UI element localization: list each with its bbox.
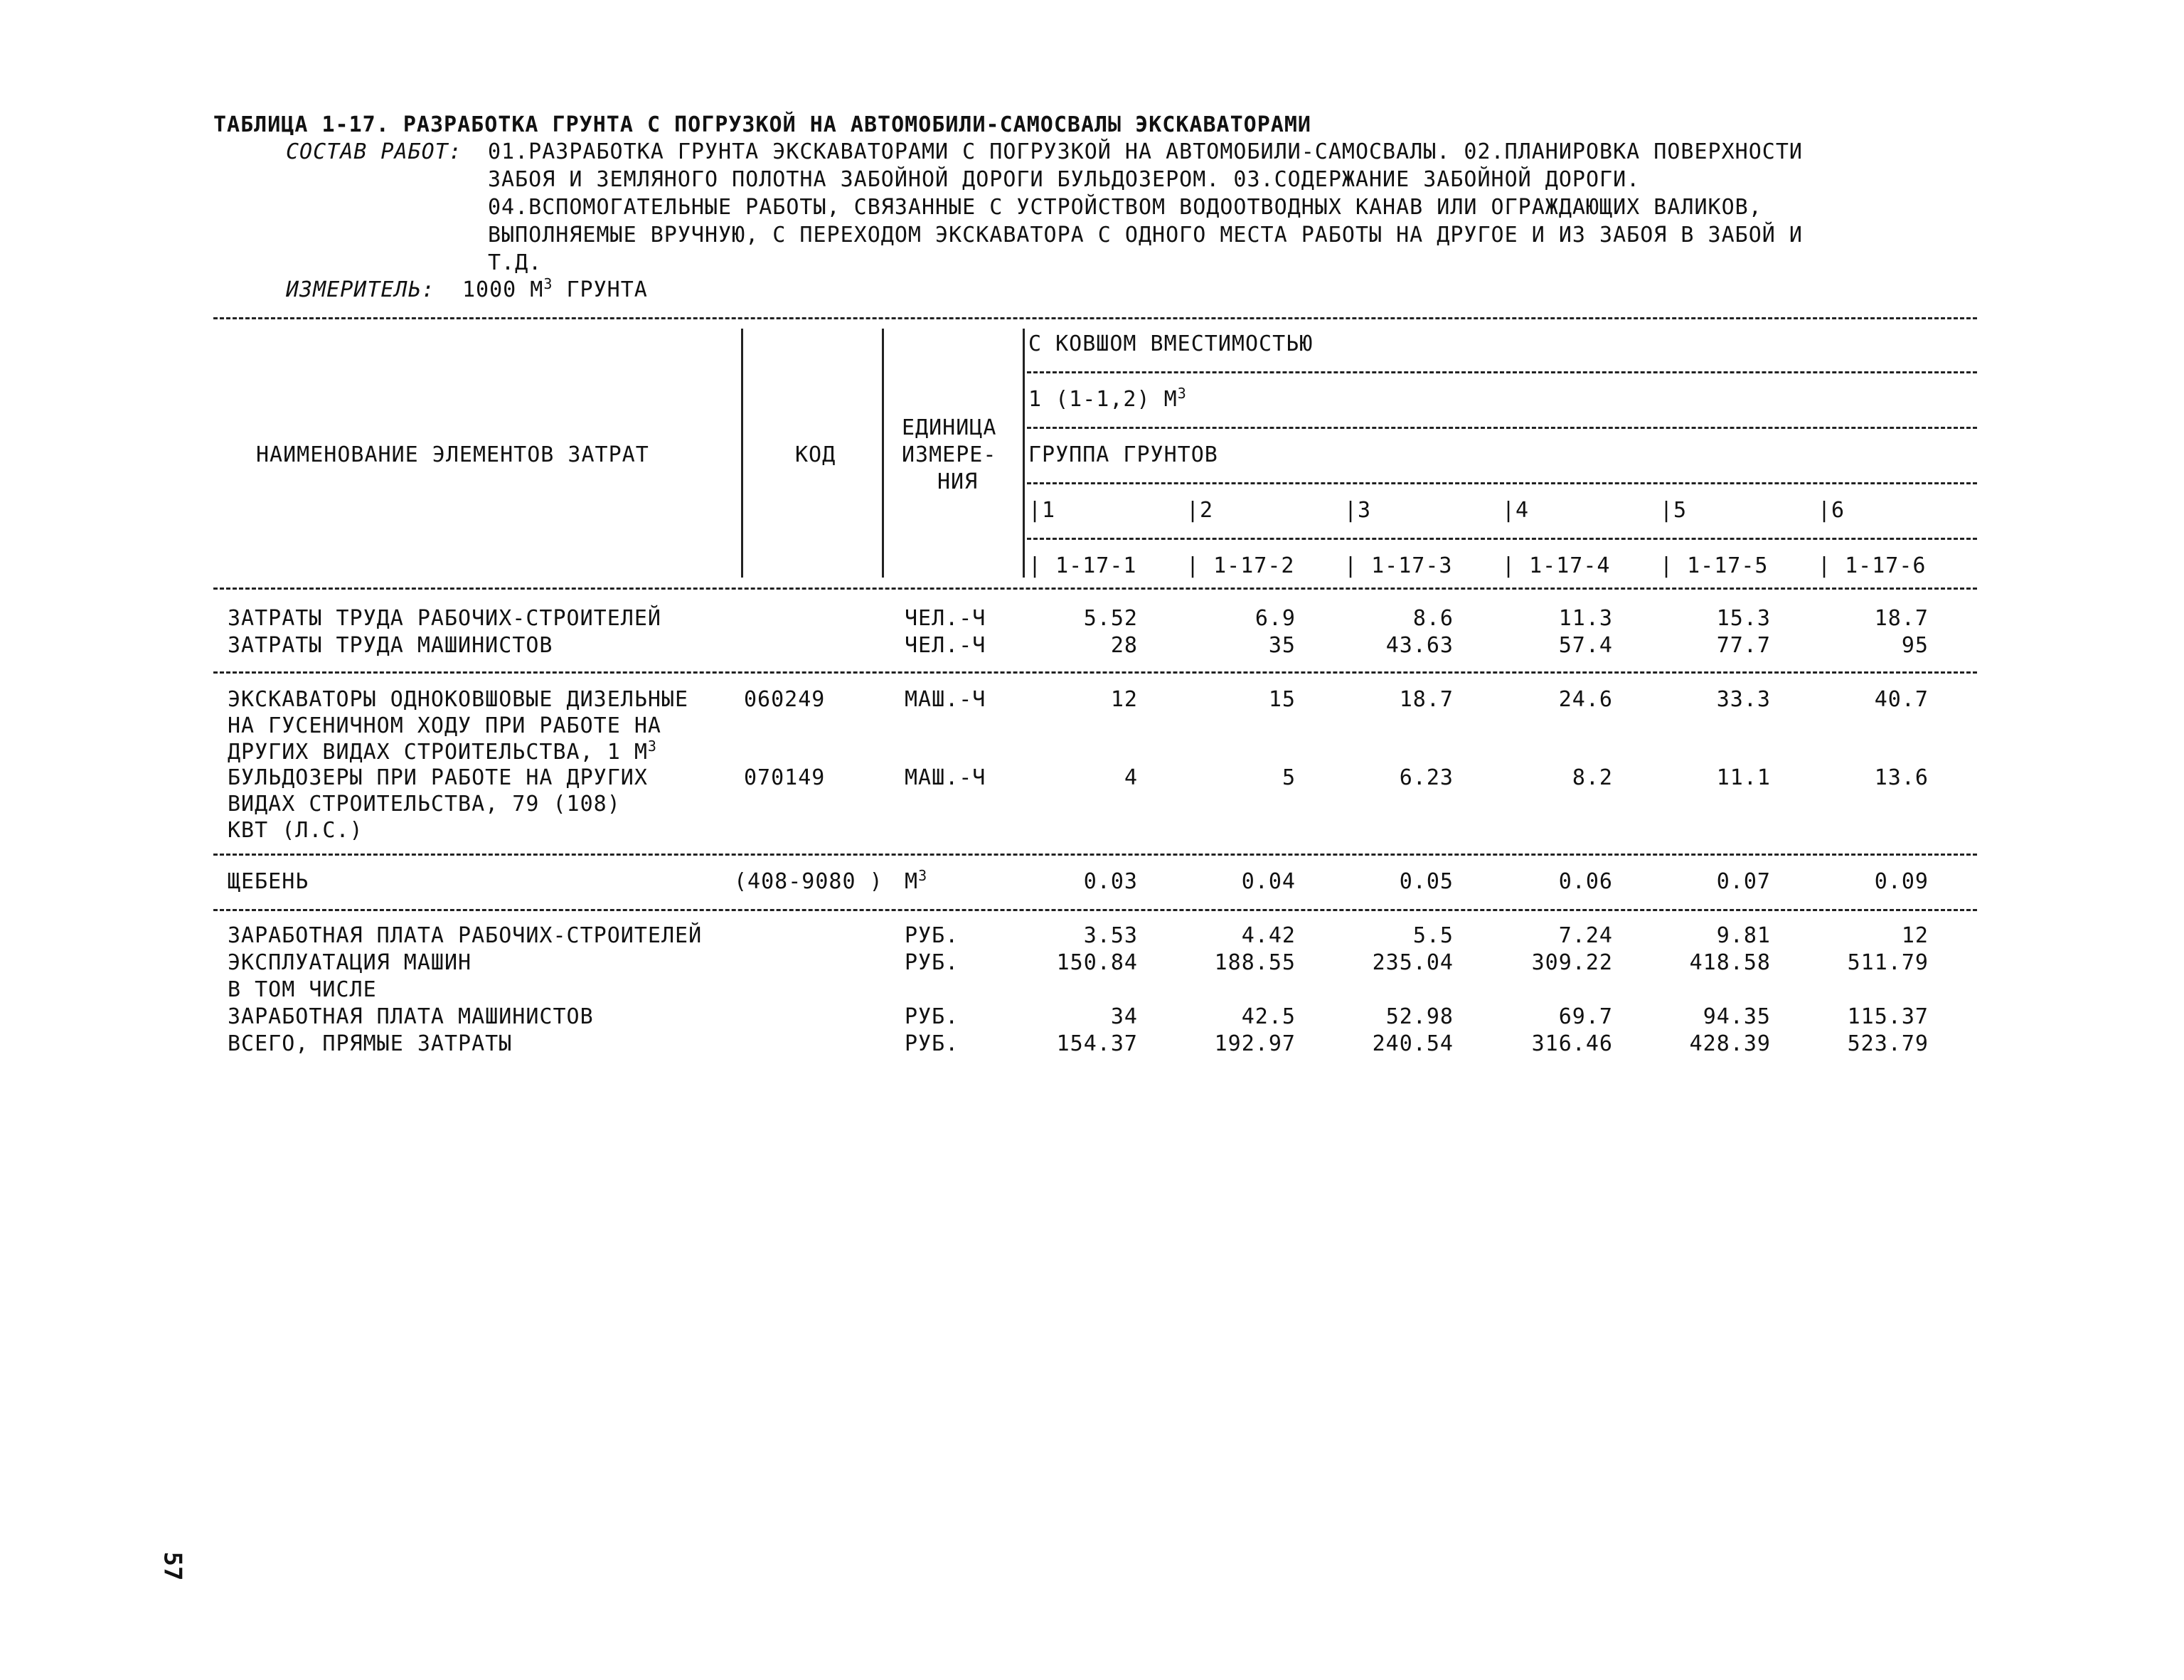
cost-line-value: 42.5	[1241, 1004, 1296, 1029]
cost-line-name: ЗАРАБОТНАЯ ПЛАТА МАШИНИСТОВ	[228, 1004, 594, 1029]
cost-line-unit: РУБ.	[905, 1031, 959, 1056]
cost-line-value: 9.81	[1716, 923, 1771, 948]
machine-value: 40.7	[1874, 687, 1929, 712]
cost-line-value: 309.22	[1531, 950, 1613, 975]
cost-line-value: 188.55	[1214, 950, 1296, 975]
soil-group-number: |2	[1186, 498, 1214, 523]
cost-line-value: 34	[1110, 1004, 1138, 1029]
material-value: 0.06	[1558, 869, 1613, 894]
page-number: 57	[158, 1551, 187, 1581]
machine-value: 18.7	[1399, 687, 1454, 712]
machine-code: 070149	[744, 765, 826, 790]
cost-line-unit: РУБ.	[905, 950, 959, 975]
cost-line-value: 150.84	[1056, 950, 1138, 975]
machine-value: 5	[1282, 765, 1296, 790]
soil-group-number: |3	[1344, 498, 1372, 523]
unit-header-line-1: ЕДИНИЦА	[902, 415, 997, 440]
table-title: ТАБЛИЦА 1-17. РАЗРАБОТКА ГРУНТА С ПОГРУЗКОЙ НА АВТОМОБИЛИ-САМОСВАЛЫ ЭКСКАВАТОРАМИ	[213, 112, 1311, 137]
soil-group-number: |6	[1818, 498, 1845, 523]
cost-line-value: 428.39	[1689, 1031, 1771, 1056]
rule-header-bottom	[213, 588, 1977, 590]
material-value: 0.03	[1083, 869, 1138, 894]
cost-line-value: 235.04	[1372, 950, 1454, 975]
material-unit: $М^3$	[905, 867, 928, 894]
cost-value: 8.6	[1412, 606, 1454, 631]
cost-value: 5.52	[1083, 606, 1138, 631]
machine-name-line: ЭКСКАВАТОРЫ ОДНОКОВШОВЫЕ ДИЗЕЛЬНЫЕ	[228, 687, 689, 712]
sostav-line-3: 04.ВСПОМОГАТЕЛЬНЫЕ РАБОТЫ, СВЯЗАННЫЕ С УСТРОЙСТВОМ ВОДООТВОДНЫХ КАНАВ ИЛИ ОГРАЖДАЮЩИХ ВАЛИКОВ,	[488, 195, 1762, 220]
cost-value: 6.9	[1255, 606, 1296, 631]
cost-line-value: 418.58	[1689, 950, 1771, 975]
unit-header-line-2: ИЗМЕРЕ-	[902, 442, 997, 467]
rule-groups	[1027, 538, 1977, 540]
machine-value: 6.23	[1399, 765, 1454, 790]
cost-line-unit: РУБ.	[905, 1004, 959, 1029]
machine-unit: МАШ.-Ч	[905, 765, 986, 790]
norm-code: | 1-17-3	[1344, 553, 1453, 578]
rule-capacity	[1027, 427, 1977, 429]
name-column-header: НАИМЕНОВАНИЕ ЭЛЕМЕНТОВ ЗАТРАТ	[256, 442, 649, 467]
soil-group-number: |5	[1660, 498, 1688, 523]
machine-value: 24.6	[1558, 687, 1613, 712]
norm-code: | 1-17-4	[1502, 553, 1611, 578]
cost-item-unit: ЧЕЛ.-Ч	[905, 606, 986, 631]
machine-name-line: ДРУГИХ ВИДАХ СТРОИТЕЛЬСТВА, 1 $М^3$	[228, 738, 657, 765]
cost-item-name: ЗАТРАТЫ ТРУДА РАБОЧИХ-СТРОИТЕЛЕЙ	[228, 606, 661, 631]
material-name: ЩЕБЕНЬ	[228, 869, 309, 894]
cost-value: 28	[1110, 633, 1138, 658]
norm-code: | 1-17-2	[1186, 553, 1295, 578]
cost-line-value: 5.5	[1412, 923, 1454, 948]
machine-value: 8.2	[1572, 765, 1613, 790]
machine-value: 4	[1124, 765, 1138, 790]
soil-group-number: |4	[1502, 498, 1530, 523]
cost-value: 57.4	[1558, 633, 1613, 658]
sostav-line-5: Т.Д.	[488, 250, 543, 275]
cost-line-value: 4.42	[1241, 923, 1296, 948]
sostav-line-2: ЗАБОЯ И ЗЕМЛЯНОГО ПОЛОТНА ЗАБОЙНОЙ ДОРОГИ БУЛЬДОЗЕРОМ. 03.СОДЕРЖАНИЕ ЗАБОЙНОЙ ДОРОГИ.	[488, 167, 1641, 192]
material-value: 0.09	[1874, 869, 1929, 894]
cost-line-value: 52.98	[1385, 1004, 1454, 1029]
rule-labor	[213, 671, 1977, 674]
cost-value: 35	[1268, 633, 1296, 658]
cost-item-unit: ЧЕЛ.-Ч	[905, 633, 986, 658]
cost-line-value: 316.46	[1531, 1031, 1613, 1056]
machine-name-line: ВИДАХ СТРОИТЕЛЬСТВА, 79 (108)	[228, 792, 621, 817]
izmeritel-value: 1000 $М^3$ ГРУНТА	[462, 275, 648, 302]
cost-line-value: 69.7	[1558, 1004, 1613, 1029]
bucket-header: С КОВШОМ ВМЕСТИМОСТЬЮ	[1028, 331, 1314, 356]
machine-value: 33.3	[1716, 687, 1771, 712]
unit-header-line-3: НИЯ	[937, 469, 979, 494]
cost-line-name: ЭКСПЛУАТАЦИЯ МАШИН	[228, 950, 472, 975]
soil-group-number: |1	[1028, 498, 1056, 523]
cost-line-value: 115.37	[1847, 1004, 1929, 1029]
cost-value: 18.7	[1874, 606, 1929, 631]
cost-value: 43.63	[1385, 633, 1454, 658]
rule-top	[213, 317, 1977, 319]
cost-line-name: В ТОМ ЧИСЛЕ	[228, 977, 377, 1002]
rule-soil-group	[1027, 482, 1977, 484]
machine-unit: МАШ.-Ч	[905, 687, 986, 712]
cost-line-value: 192.97	[1214, 1031, 1296, 1056]
cost-line-name: ЗАРАБОТНАЯ ПЛАТА РАБОЧИХ-СТРОИТЕЛЕЙ	[228, 923, 703, 948]
norm-code: | 1-17-5	[1660, 553, 1769, 578]
material-value: 0.07	[1716, 869, 1771, 894]
sostav-line-4: ВЫПОЛНЯЕМЫЕ ВРУЧНУЮ, С ПЕРЕХОДОМ ЭКСКАВАТОРА С ОДНОГО МЕСТА РАБОТЫ НА ДРУГОЕ И ИЗ ЗАБОЯ В ЗАБОЙ И	[488, 223, 1803, 248]
cost-line-unit: РУБ.	[905, 923, 959, 948]
sostav-line-1: 01.РАЗРАБОТКА ГРУНТА ЭКСКАВАТОРАМИ С ПОГРУЗКОЙ НА АВТОМОБИЛИ-САМОСВАЛЫ. 02.ПЛАНИРОВКА ПОВЕРХНОСТИ	[488, 139, 1803, 164]
cost-line-value: 154.37	[1056, 1031, 1138, 1056]
cost-line-name: ВСЕГО, ПРЯМЫЕ ЗАТРАТЫ	[228, 1031, 513, 1056]
cost-line-value: 12	[1901, 923, 1929, 948]
machine-code: 060249	[744, 687, 826, 712]
cost-line-value: 240.54	[1372, 1031, 1454, 1056]
cost-value: 11.3	[1558, 606, 1613, 631]
capacity-header: 1 (1-1,2) $М^3$	[1028, 385, 1187, 412]
material-value: 0.04	[1241, 869, 1296, 894]
machine-value: 11.1	[1716, 765, 1771, 790]
machine-name-line: НА ГУСЕНИЧНОМ ХОДУ ПРИ РАБОТЕ НА	[228, 713, 661, 738]
cost-line-value: 523.79	[1847, 1031, 1929, 1056]
col-divider-1	[741, 329, 743, 578]
col-divider-3	[1023, 329, 1025, 578]
code-column-header: КОД	[795, 442, 836, 467]
cost-item-name: ЗАТРАТЫ ТРУДА МАШИНИСТОВ	[228, 633, 553, 658]
cost-line-value: 94.35	[1703, 1004, 1771, 1029]
cost-line-value: 7.24	[1558, 923, 1613, 948]
machine-name-line: БУЛЬДОЗЕРЫ ПРИ РАБОТЕ НА ДРУГИХ	[228, 765, 648, 790]
machine-value: 13.6	[1874, 765, 1929, 790]
soil-group-header: ГРУППА ГРУНТОВ	[1028, 442, 1218, 467]
material-code: (408-9080 )	[734, 869, 883, 894]
cost-value: 95	[1901, 633, 1929, 658]
norm-code: | 1-17-6	[1818, 553, 1927, 578]
cost-value: 15.3	[1716, 606, 1771, 631]
rule-machines	[213, 854, 1977, 856]
machine-name-line: КВТ (Л.С.)	[228, 818, 363, 843]
cost-line-value: 3.53	[1083, 923, 1138, 948]
cost-line-value: 511.79	[1847, 950, 1929, 975]
cost-value: 77.7	[1716, 633, 1771, 658]
norm-code: | 1-17-1	[1028, 553, 1137, 578]
rule-materials	[213, 909, 1977, 911]
machine-value: 12	[1110, 687, 1138, 712]
sostav-label: СОСТАВ РАБОТ:	[286, 139, 462, 164]
machine-value: 15	[1268, 687, 1296, 712]
material-value: 0.05	[1399, 869, 1454, 894]
izmeritel-label: ИЗМЕРИТЕЛЬ:	[286, 277, 435, 302]
rule-bucket	[1027, 371, 1977, 373]
col-divider-2	[882, 329, 884, 578]
